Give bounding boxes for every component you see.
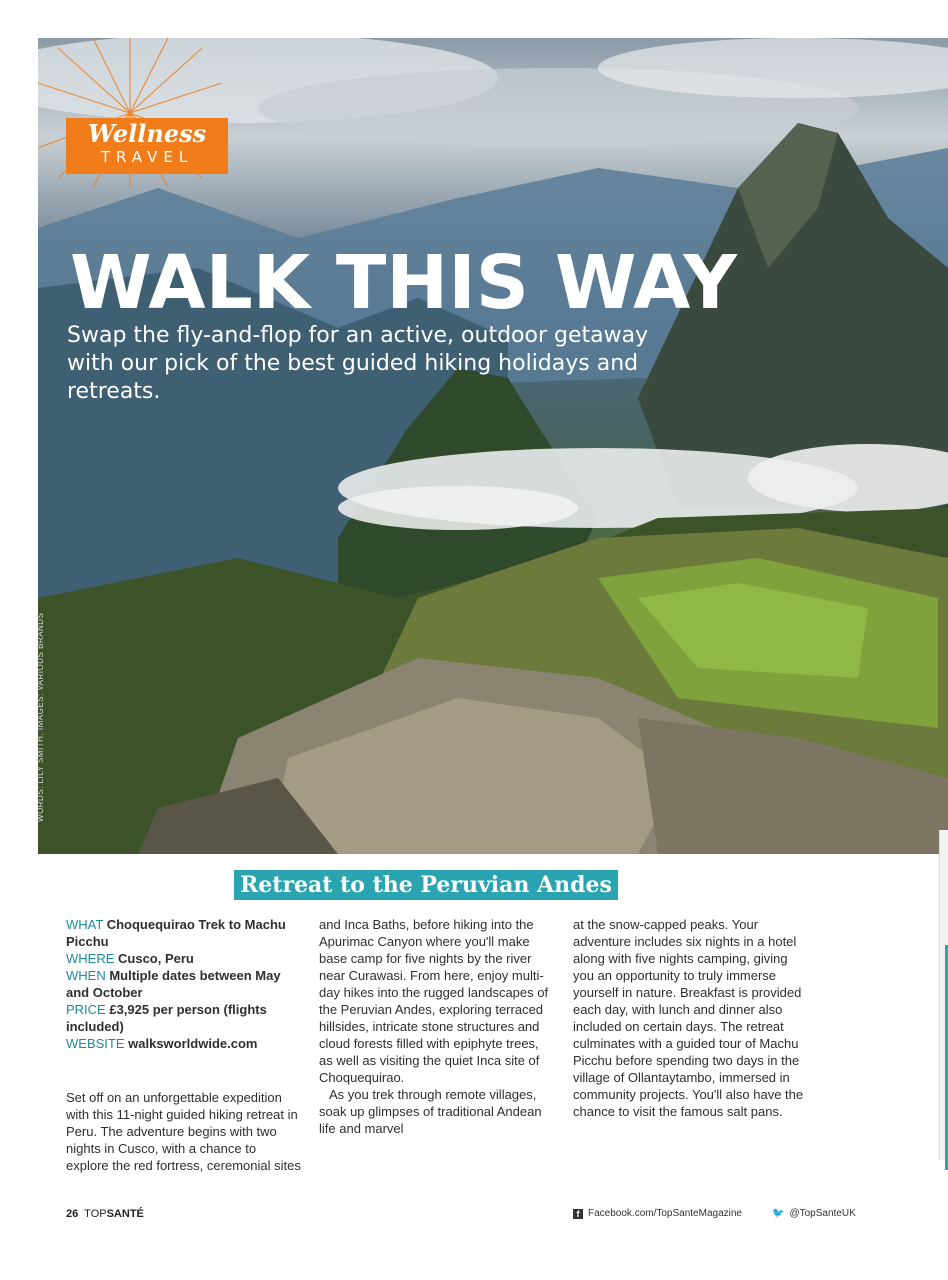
badge-label: TRAVEL — [100, 148, 194, 166]
section-title: Retreat to the Peruvian Andes — [234, 870, 618, 900]
body-col-1 — [66, 1089, 302, 1174]
fact-website: WEBSITE walksworldwide.com — [66, 1036, 258, 1051]
body-paragraph-2-cont: at the snow-capped peaks. Your adventure includes six nights in a hotel along with five nights camping, giving you an opportunity to truly immerse yourself in nature. Breakfast is provided each day, with lunch and dinner also included on certain days. The retreat culminates with a guided tour of Machu Picchu before spending two days in the village of Ollantaytambo, immersed in community projects. You'll also have the chance to visit the famous salt pans. — [573, 917, 804, 1119]
fact-where: WHERE Cusco, Peru — [66, 951, 194, 966]
facebook-link[interactable] — [573, 1208, 742, 1219]
magazine-prefix: TOP — [84, 1208, 107, 1220]
body-paragraph-1: Set off on an unforgettable expedition with this 11-night guided hiking retreat in Peru. The adventure begins with two nights in Cusco, with a chance to explore the red fortress, ceremonial sites — [66, 1090, 301, 1173]
column-1 — [66, 916, 302, 1071]
facebook-handle: Facebook.com/TopSanteMagazine — [588, 1208, 742, 1219]
fact-what: WHAT Choquequirao Trek to Machu Picchu — [66, 917, 286, 949]
fact-box — [66, 916, 302, 1052]
twitter-link[interactable] — [772, 1208, 856, 1219]
fact-when: WHEN Multiple dates between May and October — [66, 968, 281, 1000]
fact-price: PRICE £3,925 per person (flights included) — [66, 1002, 267, 1034]
body-col-3 — [573, 916, 809, 1120]
badge-script: Wellness — [87, 119, 207, 148]
page-title: WALK THIS WAY — [70, 240, 737, 326]
photo-credit: WORDS: LILY SMITH. IMAGES: VARIOUS BRANDS — [36, 612, 45, 822]
body-paragraph-1-cont: and Inca Baths, before hiking into the Apurimac Canyon where you'll make base camp for five nights by the river near Curawasi. From here, enjoy multi-day hikes into the rugged landscapes of the Peruvian Andes, exploring terraced hillsides, intricate stone structures and cloud forests filled with epiphyte trees, as well as visiting the quiet Inca site of Choquequirao. — [319, 917, 549, 1085]
page-number: 26 — [66, 1208, 79, 1220]
twitter-icon: 🐦 — [772, 1208, 785, 1219]
twitter-handle: @TopSanteUK — [789, 1208, 856, 1219]
magazine-name: SANTÉ — [106, 1208, 144, 1220]
facebook-icon: f — [573, 1209, 583, 1219]
body-paragraph-2: As you trek through remote villages, soak up glimpses of traditional Andean life and marvel — [319, 1087, 542, 1136]
standfirst: Swap the fly-and-flop for an active, outdoor getaway with our pick of the best guided hiking holidays and retreats. — [67, 323, 649, 404]
page-folio — [66, 1208, 144, 1220]
wellness-travel-badge — [66, 118, 228, 174]
body-col-2 — [319, 916, 551, 1137]
